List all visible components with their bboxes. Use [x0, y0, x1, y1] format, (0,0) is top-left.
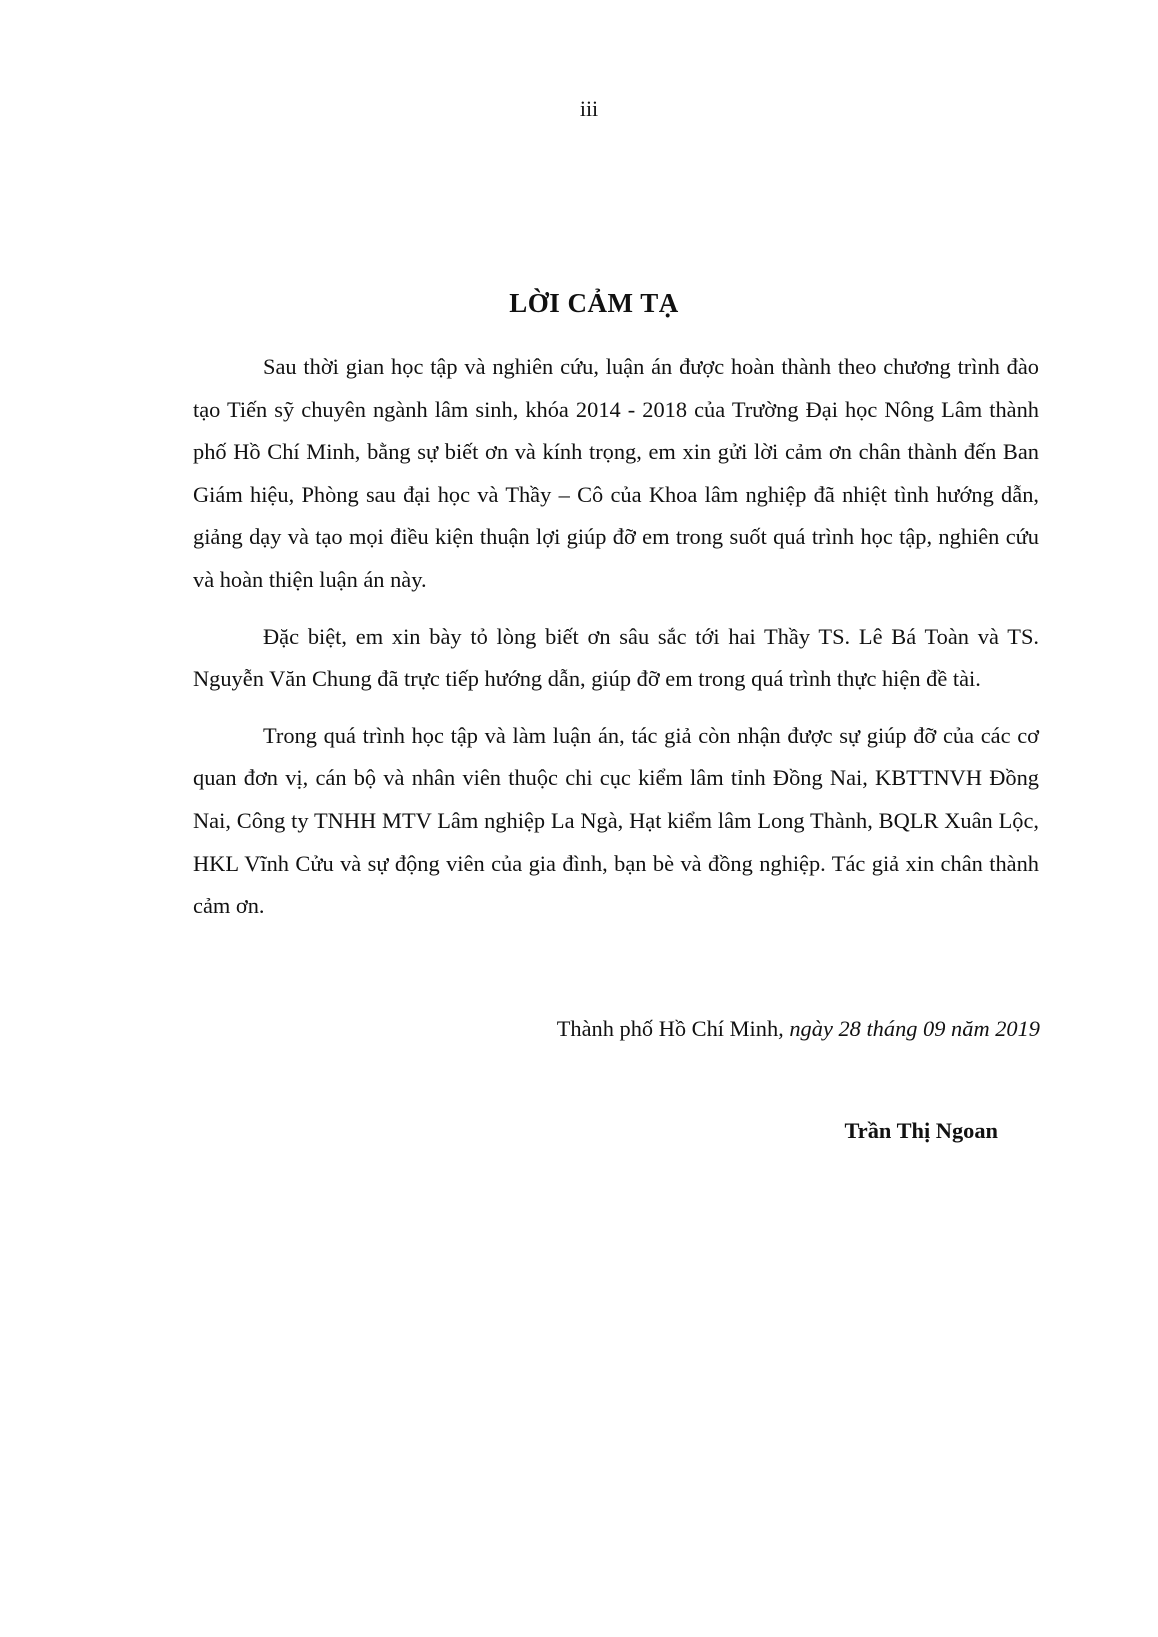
paragraph: Trong quá trình học tập và làm luận án, tác giả còn nhận được sự giúp đỡ của các cơ quan đơn vị, cán bộ và nhân viên thuộc chi cục kiểm lâm tỉnh Đồng Nai, KBTTNVH Đồng Nai, Công ty TNHH MTV Lâm nghiệp La Ngà, Hạt kiểm lâm Long Thành, BQLR Xuân Lộc, HKL Vĩnh Cửu và sự động viên của gia đình, bạn bè và đồng nghiệp. Tác giả xin chân thành cảm ơn.: [193, 722, 1039, 919]
paragraph: Đặc biệt, em xin bày tỏ lòng biết ơn sâu sắc tới hai Thầy TS. Lê Bá Toàn và TS. Nguyễn Văn Chung đã trực tiếp hướng dẫn, giúp đỡ em trong quá trình thực hiện đề tài.: [193, 623, 1039, 692]
date-value: , ngày 28 tháng 09 năm 2019: [778, 1016, 1040, 1041]
acknowledgement-body: [193, 346, 1039, 942]
paragraph: Sau thời gian học tập và nghiên cứu, luận án được hoàn thành theo chương trình đào tạo Tiến sỹ chuyên ngành lâm sinh, khóa 2014 - 2018 của Trường Đại học Nông Lâm thành phố Hồ Chí Minh, bằng sự biết ơn và kính trọng, em xin gửi lời cảm ơn chân thành đến Ban Giám hiệu, Phòng sau đại học và Thầy – Cô của Khoa lâm nghiệp đã nhiệt tình hướng dẫn, giảng dạy và tạo mọi điều kiện thuận lợi giúp đỡ em trong suốt quá trình học tập, nghiên cứu và hoàn thiện luận án này.: [193, 354, 1039, 592]
page-title: LỜI CẢM TẠ: [509, 288, 679, 318]
author-signature-name: Trần Thị Ngoan: [844, 1118, 998, 1143]
date-line: [557, 1016, 1040, 1042]
date-place: Thành phố Hồ Chí Minh: [556, 1016, 779, 1041]
page-number: iii: [579, 96, 599, 121]
